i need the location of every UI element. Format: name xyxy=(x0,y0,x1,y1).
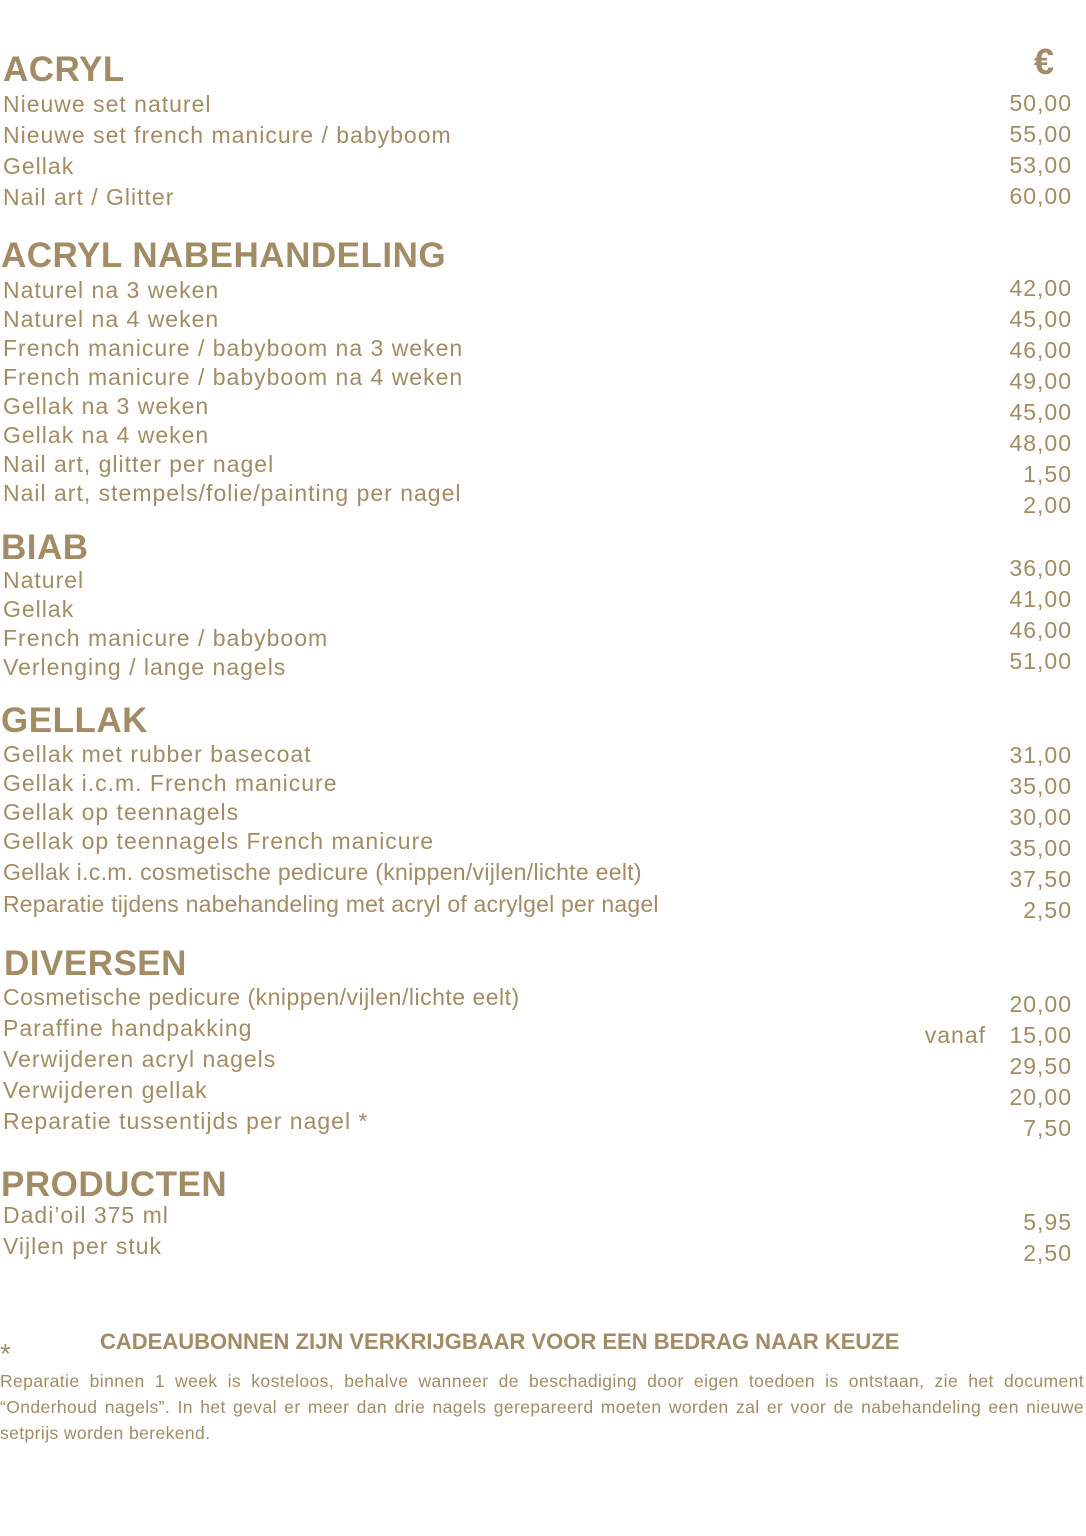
gift-card-notice: CADEAUBONNEN ZIJN VERKRIJGBAAR VOOR EEN BEDRAG NAAR KEUZE xyxy=(100,1329,900,1354)
item-label: French manicure / babyboom xyxy=(3,625,329,651)
item-label: Paraffine handpakking xyxy=(3,1015,253,1041)
item-price: 5,95 xyxy=(1023,1209,1072,1235)
item-price: 7,50 xyxy=(1023,1115,1072,1141)
item-label: Gellak i.c.m. French manicure xyxy=(3,770,338,796)
item-price: 31,00 xyxy=(1009,742,1072,768)
item-label: Nail art / Glitter xyxy=(3,184,175,210)
item-price: 15,00 xyxy=(1009,1022,1072,1048)
item-label: Gellak met rubber basecoat xyxy=(3,741,312,767)
item-label: Gellak na 3 weken xyxy=(3,393,210,419)
item-price: 36,00 xyxy=(1009,555,1072,581)
item-price: 2,50 xyxy=(1023,897,1072,923)
item-label: Nieuwe set french manicure / babyboom xyxy=(3,122,452,148)
item-price: 20,00 xyxy=(1009,991,1072,1017)
item-label: Gellak op teennagels xyxy=(3,799,240,825)
item-label: French manicure / babyboom na 3 weken xyxy=(3,335,464,361)
item-price: 49,00 xyxy=(1009,368,1072,394)
item-label: Dadi’oil 375 ml xyxy=(3,1202,169,1228)
item-price: 60,00 xyxy=(1009,183,1072,209)
price-prefix-vanaf: vanaf xyxy=(924,1022,986,1048)
item-price: 35,00 xyxy=(1009,835,1072,861)
section-title-acryl-nabehandeling: ACRYL NABEHANDELING xyxy=(1,236,447,275)
item-price: 42,00 xyxy=(1009,275,1072,301)
item-price: 46,00 xyxy=(1009,337,1072,363)
item-price: 1,50 xyxy=(1023,461,1072,487)
item-label: Gellak xyxy=(3,596,75,622)
item-label: Naturel na 4 weken xyxy=(3,306,220,332)
item-label: Nail art, glitter per nagel xyxy=(3,451,275,477)
item-price: 35,00 xyxy=(1009,773,1072,799)
item-price: 45,00 xyxy=(1009,306,1072,332)
item-price: 53,00 xyxy=(1009,152,1072,178)
section-title-producten: PRODUCTEN xyxy=(1,1165,228,1204)
item-label: Verlenging / lange nagels xyxy=(3,654,287,680)
section-title-acryl: ACRYL xyxy=(3,50,125,89)
item-label: Vijlen per stuk xyxy=(3,1233,163,1259)
item-price: 2,00 xyxy=(1023,492,1072,518)
repair-footnote: Reparatie binnen 1 week is kosteloos, behalve wanneer de beschadiging door eigen toedoen is ontstaan, zie het document “Onderhoud nagels”. In het geval er meer dan drie nagels gerepareerd moeten worden zal er voor de nabehandeling een nieuwe setprijs worden berekend. xyxy=(0,1371,1084,1443)
item-price: 45,00 xyxy=(1009,399,1072,425)
item-price: 46,00 xyxy=(1009,617,1072,643)
item-price: 37,50 xyxy=(1009,866,1072,892)
section-title-biab: BIAB xyxy=(1,528,89,567)
item-label: Gellak op teennagels French manicure xyxy=(3,828,435,854)
item-price: 20,00 xyxy=(1009,1084,1072,1110)
item-price: 30,00 xyxy=(1009,804,1072,830)
item-label: Gellak i.c.m. cosmetische pedicure (knippen/vijlen/lichte eelt) xyxy=(3,859,642,885)
item-label: Verwijderen gellak xyxy=(3,1077,208,1103)
item-price: 51,00 xyxy=(1009,648,1072,674)
item-label: Nieuwe set naturel xyxy=(3,91,212,117)
item-price: 55,00 xyxy=(1009,121,1072,147)
item-price: 2,50 xyxy=(1023,1240,1072,1266)
item-label: Naturel xyxy=(3,567,85,593)
item-label: Reparatie tijdens nabehandeling met acryl of acrylgel per nagel xyxy=(3,891,659,917)
item-label: Gellak xyxy=(3,153,75,179)
item-label: Naturel na 3 weken xyxy=(3,277,220,303)
item-price: 41,00 xyxy=(1009,586,1072,612)
item-label: French manicure / babyboom na 4 weken xyxy=(3,364,464,390)
section-title-diversen: DIVERSEN xyxy=(4,944,187,983)
item-label: Gellak na 4 weken xyxy=(3,422,210,448)
item-price: 50,00 xyxy=(1009,90,1072,116)
item-label: Reparatie tussentijds per nagel * xyxy=(3,1108,369,1134)
item-price: 48,00 xyxy=(1009,430,1072,456)
section-title-gellak: GELLAK xyxy=(1,701,148,740)
currency-symbol: € xyxy=(1033,41,1054,82)
item-label: Verwijderen acryl nagels xyxy=(3,1046,277,1072)
item-label: Nail art, stempels/folie/painting per nagel xyxy=(3,480,462,506)
footnote-asterisk: * xyxy=(0,1338,11,1369)
item-label: Cosmetische pedicure (knippen/vijlen/lichte eelt) xyxy=(3,984,520,1010)
item-price: 29,50 xyxy=(1009,1053,1072,1079)
